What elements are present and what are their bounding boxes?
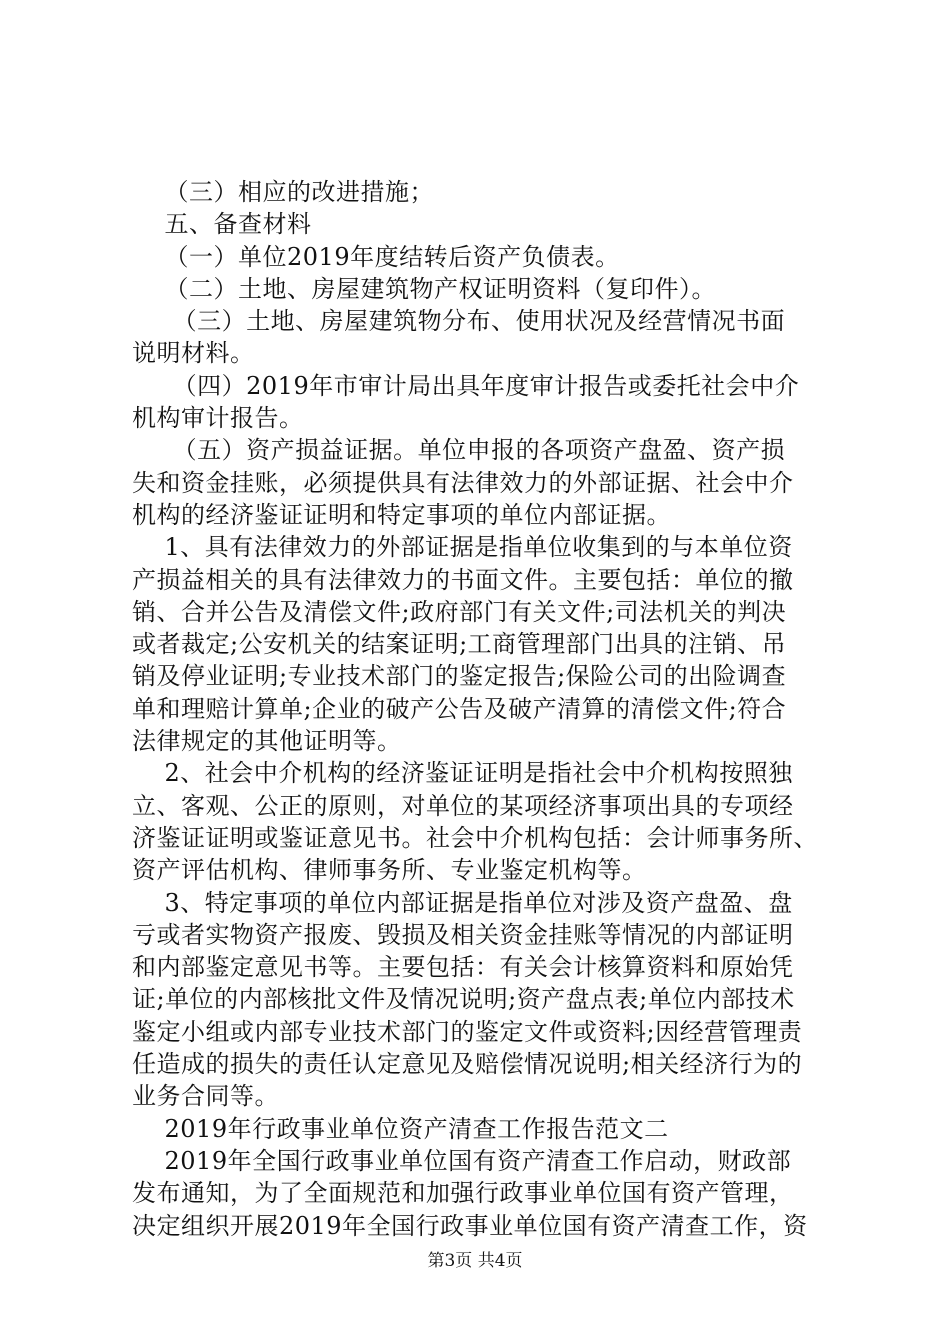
text-line: 资产评估机构、律师事务所、专业鉴定机构等。 <box>132 856 647 885</box>
text-line: 2019年全国行政事业单位国有资产清查工作启动，财政部 <box>132 1146 792 1175</box>
text-line: （五）资产损益证据。单位申报的各项资产盘盈、资产损 <box>132 436 786 465</box>
text-line: （一）单位2019年度结转后资产负债表。 <box>132 242 620 271</box>
text-line: 济鉴证证明或鉴证意见书。社会中介机构包括：会计师事务所、 <box>132 823 818 852</box>
text-line: （四）2019年市审计局出具年度审计报告或委托社会中介 <box>132 371 800 400</box>
text-line: 鉴定小组或内部专业技术部门的鉴定文件或资料;因经营管理责 <box>132 1017 803 1046</box>
text-line: 证;单位的内部核批文件及情况说明;资产盘点表;单位内部技术 <box>132 985 795 1014</box>
text-line: 法律规定的其他证明等。 <box>132 727 402 756</box>
text-line: （二）土地、房屋建筑物产权证明资料（复印件）。 <box>132 274 717 303</box>
text-line: 发布通知，为了全面规范和加强行政事业单位国有资产管理， <box>132 1179 794 1208</box>
text-line: 五、备查材料 <box>132 210 312 239</box>
text-line: 销及停业证明;专业技术部门的鉴定报告;保险公司的出险调查 <box>132 662 787 691</box>
text-line: 1、具有法律效力的外部证据是指单位收集到的与本单位资 <box>132 533 793 562</box>
text-line: （三）相应的改进措施； <box>132 178 435 206</box>
text-line: 失和资金挂账，必须提供具有法律效力的外部证据、社会中介 <box>132 468 794 497</box>
text-line: 或者裁定;公安机关的结案证明;工商管理部门出具的注销、吊 <box>132 630 787 659</box>
text-line: 决定组织开展2019年全国行政事业单位国有资产清查工作，资 <box>132 1211 808 1240</box>
text-line: 销、合并公告及清偿文件;政府部门有关文件;司法机关的判决 <box>132 597 787 626</box>
text-line: 单和理赔计算单;企业的破产公告及破产清算的清偿文件;符合 <box>132 694 787 723</box>
text-line: 机构审计报告。 <box>132 404 304 433</box>
text-line: 业务合同等。 <box>132 1082 279 1111</box>
text-line: 2019年行政事业单位资产清查工作报告范文二 <box>132 1114 669 1143</box>
text-line: 3、特定事项的单位内部证据是指单位对涉及资产盘盈、盘 <box>132 888 793 917</box>
text-line: 和内部鉴定意见书等。主要包括：有关会计核算资料和原始凭 <box>132 953 794 982</box>
text-line: 立、客观、公正的原则，对单位的某项经济事项出具的专项经 <box>132 791 794 820</box>
text-line: 亏或者实物资产报废、毁损及相关资金挂账等情况的内部证明 <box>132 920 794 949</box>
page-footer: 第3页 共4页 <box>427 1251 523 1271</box>
text-line: 2、社会中介机构的经济鉴证证明是指社会中介机构按照独 <box>132 759 793 788</box>
text-line: 机构的经济鉴证证明和特定事项的单位内部证据。 <box>132 500 671 529</box>
text-line: 任造成的损失的责任认定意见及赔偿情况说明;相关经济行为的 <box>132 1050 803 1079</box>
document-body <box>132 176 832 1242</box>
text-line: 产损益相关的具有法律效力的书面文件。主要包括：单位的撤 <box>132 565 794 594</box>
text-line: （三）土地、房屋建筑物分布、使用状况及经营情况书面 <box>132 307 786 336</box>
text-line: 说明材料。 <box>132 339 255 368</box>
